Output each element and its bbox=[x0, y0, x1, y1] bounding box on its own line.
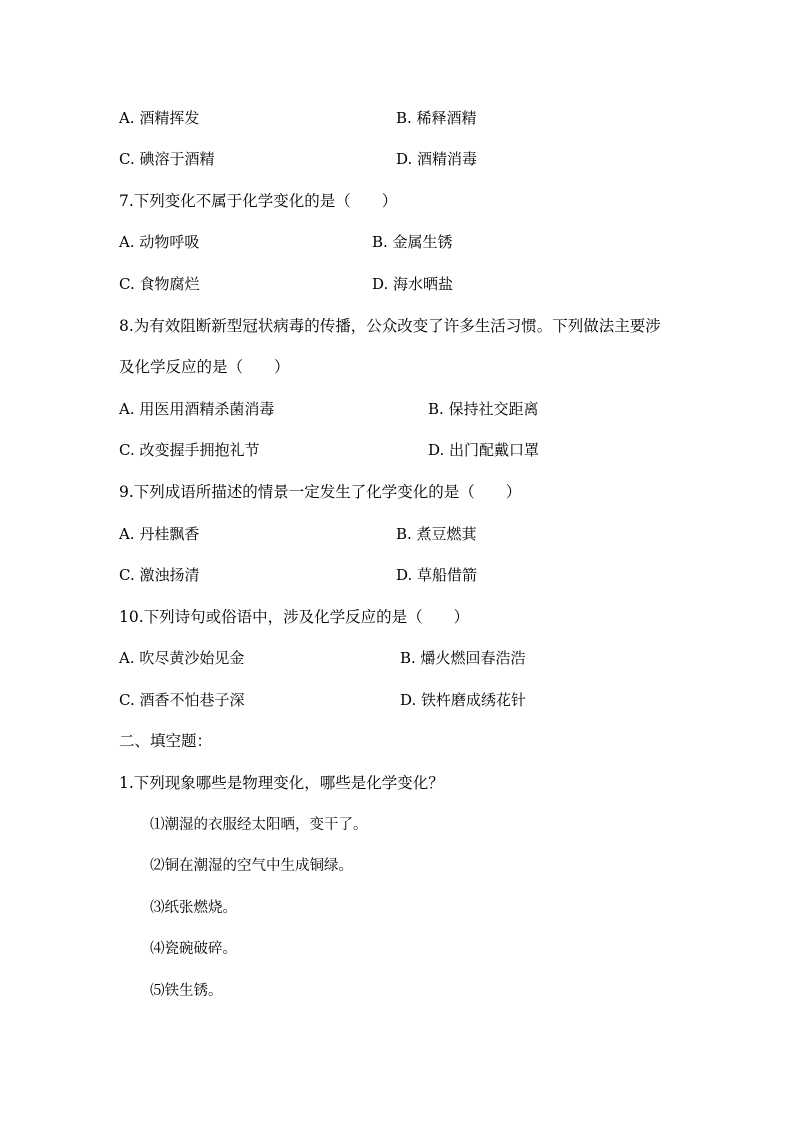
q10-option-b: B. 爝火燃回春浩浩 bbox=[400, 649, 526, 667]
q7-option-d: D. 海水晒盐 bbox=[372, 275, 454, 293]
fill-q1-stem: 1.下列现象哪些是物理变化，哪些是化学变化？ bbox=[119, 774, 444, 792]
q10-option-a: A. 吹尽黄沙始见金 bbox=[119, 649, 245, 667]
q10-option-d: D. 铁杵磨成绣花针 bbox=[400, 691, 527, 709]
fill-q1-item-2: ⑵铜在潮湿的空气中生成铜绿。 bbox=[150, 858, 353, 874]
q10-option-c: C. 酒香不怕巷子深 bbox=[119, 691, 245, 709]
q7-option-c: C. 食物腐烂 bbox=[119, 275, 200, 293]
q6-option-c: C. 碘溶于酒精 bbox=[119, 150, 215, 168]
q8-option-d: D. 出门配戴口罩 bbox=[428, 441, 540, 459]
q8-stem-line2: 及化学反应的是（ ） bbox=[119, 358, 290, 376]
q6-option-d: D. 酒精消毒 bbox=[396, 150, 478, 168]
fill-q1-item-4: ⑷瓷碗破碎。 bbox=[150, 941, 237, 957]
q9-option-d: D. 草船借箭 bbox=[396, 566, 478, 584]
q8-option-b: B. 保持社交距离 bbox=[428, 400, 539, 418]
section-heading: 二、填空题： bbox=[119, 732, 213, 750]
q9-option-b: B. 煮豆燃萁 bbox=[396, 525, 477, 543]
q9-option-a: A. 丹桂飘香 bbox=[119, 525, 200, 543]
q10-stem: 10.下列诗句或俗语中，涉及化学反应的是（ ） bbox=[119, 608, 470, 626]
q7-option-a: A. 动物呼吸 bbox=[119, 233, 200, 251]
fill-q1-item-3: ⑶纸张燃烧。 bbox=[150, 900, 237, 916]
q7-stem: 7.下列变化不属于化学变化的是（ ） bbox=[119, 192, 398, 210]
q8-option-c: C. 改变握手拥抱礼节 bbox=[119, 441, 260, 459]
fill-q1-item-5: ⑸铁生锈。 bbox=[150, 983, 223, 999]
q8-option-a: A. 用医用酒精杀菌消毒 bbox=[119, 400, 275, 418]
q8-stem-line1: 8.为有效阻断新型冠状病毒的传播，公众改变了许多生活习惯。下列做法主要涉 bbox=[119, 317, 661, 335]
q9-option-c: C. 激浊扬清 bbox=[119, 566, 200, 584]
q9-stem: 9.下列成语所描述的情景一定发生了化学变化的是（ ） bbox=[119, 483, 522, 501]
fill-q1-item-1: ⑴潮湿的衣服经太阳晒，变干了。 bbox=[150, 817, 368, 833]
q7-option-b: B. 金属生锈 bbox=[372, 233, 453, 251]
q6-option-a: A. 酒精挥发 bbox=[119, 109, 200, 127]
q6-option-b: B. 稀释酒精 bbox=[396, 109, 477, 127]
